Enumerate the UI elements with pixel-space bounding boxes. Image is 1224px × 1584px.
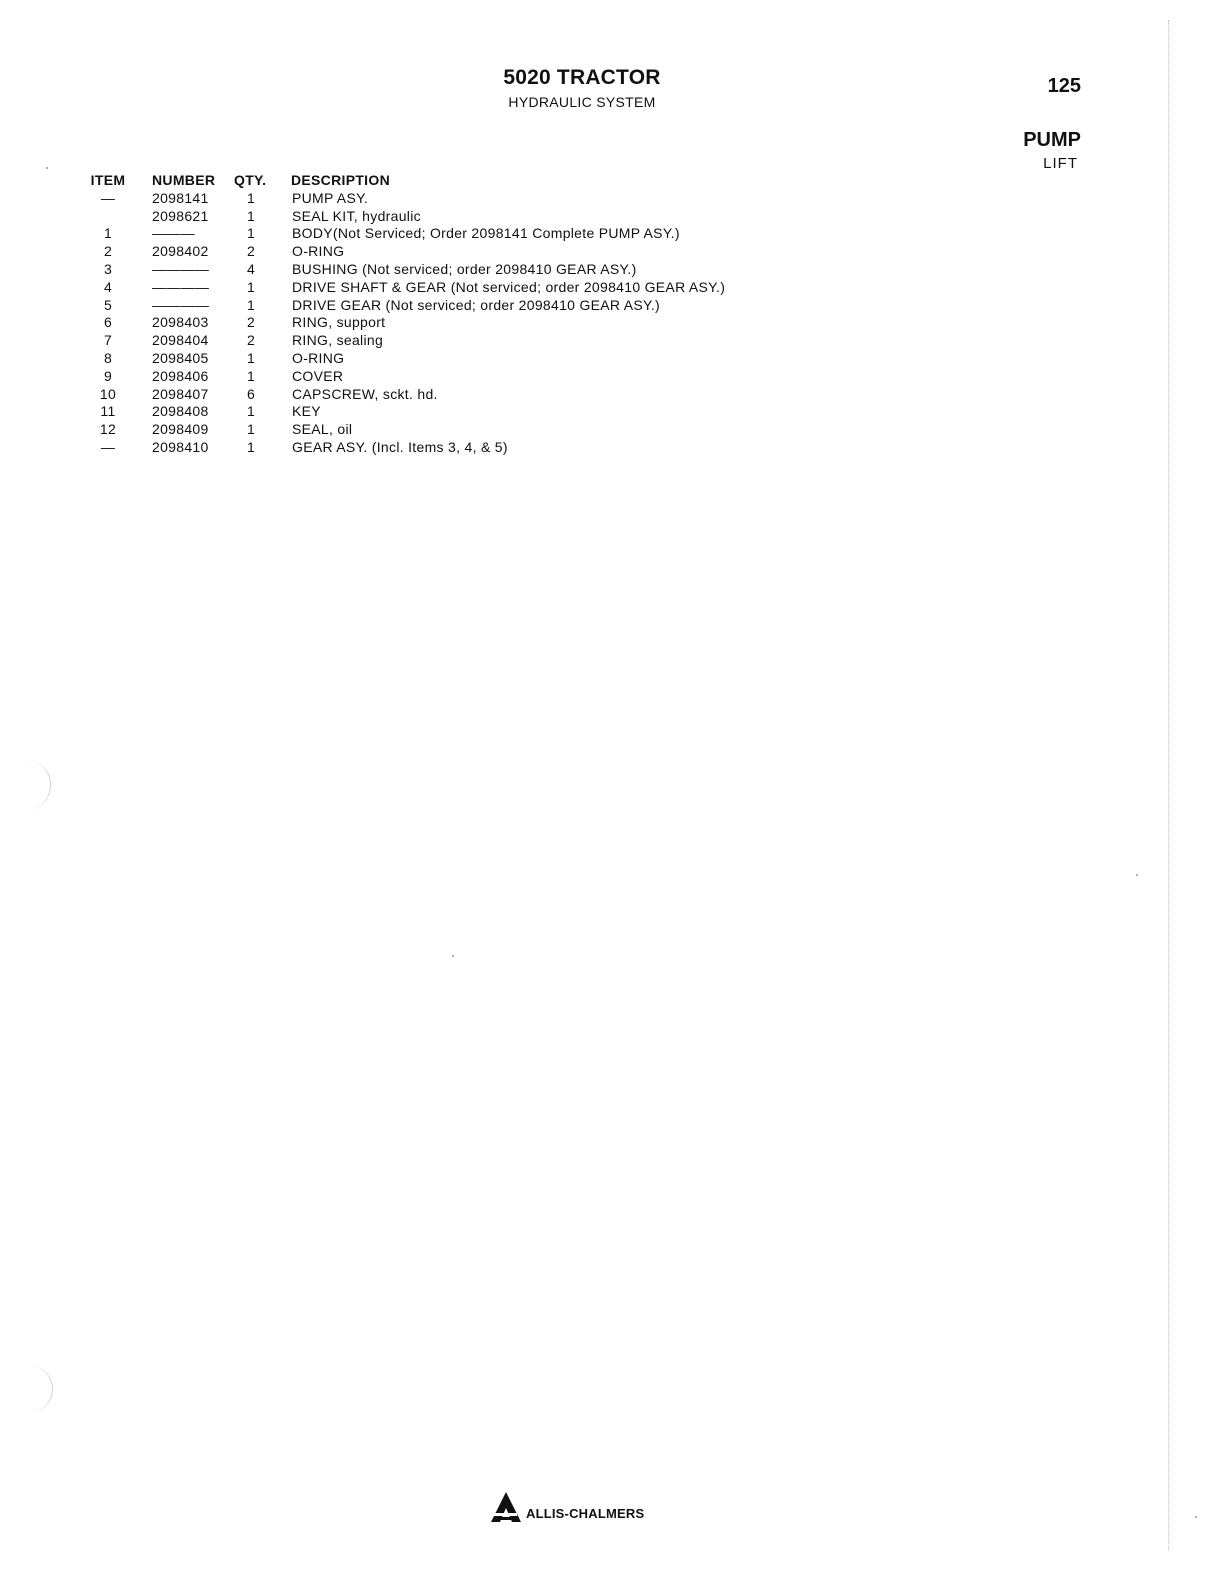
quantity-cell: 1: [246, 349, 256, 366]
description-cell: BUSHING (Not serviced; order 2098410 GEAR ASY.): [292, 260, 637, 277]
part-number-cell: ———: [152, 225, 195, 242]
logo-text: ALLIS-CHALMERS: [526, 1505, 645, 1521]
scan-speck: [1136, 874, 1138, 876]
item-cell: 1: [103, 225, 113, 242]
subsection-title: LIFT: [1043, 155, 1078, 172]
quantity-cell: 1: [246, 421, 256, 438]
part-number-cell: 2098404: [152, 332, 209, 349]
quantity-cell: 1: [246, 438, 256, 455]
item-cell: 7: [103, 332, 113, 349]
column-header-number: NUMBER: [152, 172, 216, 188]
column-header-qty: QTY.: [234, 172, 267, 188]
description-cell: O-RING: [292, 243, 345, 260]
scan-speck: [452, 955, 454, 957]
quantity-cell: 1: [246, 403, 256, 420]
item-cell: 12: [99, 421, 117, 438]
quantity-cell: 1: [246, 367, 256, 384]
item-cell: 6: [103, 314, 113, 331]
item-cell: 3: [103, 260, 113, 277]
item-cell: 8: [103, 349, 113, 366]
scan-speck: [46, 167, 48, 169]
description-cell: KEY: [292, 403, 321, 420]
quantity-cell: 1: [246, 225, 256, 242]
description-cell: SEAL KIT, hydraulic: [292, 207, 421, 224]
description-cell: PUMP ASY.: [292, 189, 369, 206]
description-cell: RING, support: [292, 314, 386, 331]
quantity-cell: 1: [246, 296, 256, 313]
document-subtitle: HYDRAULIC SYSTEM: [508, 94, 656, 110]
description-cell: GEAR ASY. (Incl. Items 3, 4, & 5): [292, 438, 508, 455]
page-edge-line: [1168, 20, 1170, 1550]
column-header-item: ITEM: [90, 172, 126, 188]
quantity-cell: 1: [246, 189, 256, 206]
item-cell: —: [100, 438, 116, 455]
part-number-cell: ————: [152, 296, 210, 313]
page-number: 125: [1047, 75, 1081, 97]
description-cell: SEAL, oil: [292, 421, 353, 438]
scan-speck: [1195, 1516, 1197, 1518]
quantity-cell: 2: [246, 243, 256, 260]
item-cell: 11: [100, 403, 116, 420]
part-number-cell: 2098403: [152, 314, 209, 331]
part-number-cell: ————: [152, 278, 210, 295]
quantity-cell: 1: [246, 278, 256, 295]
punch-hole-mark: [2, 1365, 53, 1413]
item-cell: 2: [103, 243, 113, 260]
quantity-cell: 2: [246, 314, 256, 331]
description-cell: COVER: [292, 367, 344, 384]
column-header-description: DESCRIPTION: [291, 172, 390, 188]
item-cell: 10: [99, 385, 117, 402]
part-number-cell: 2098406: [152, 367, 209, 384]
part-number-cell: 2098407: [152, 385, 209, 402]
document-title: 5020 TRACTOR: [503, 66, 661, 89]
quantity-cell: 2: [246, 332, 256, 349]
part-number-cell: ————: [152, 260, 210, 277]
part-number-cell: 2098408: [152, 403, 209, 420]
item-cell: —: [100, 189, 116, 206]
part-number-cell: 2098409: [152, 421, 209, 438]
part-number-cell: 2098405: [152, 349, 209, 366]
punch-hole-mark: [4, 760, 51, 810]
description-cell: BODY(Not Serviced; Order 2098141 Complete PUMP ASY.): [292, 225, 680, 242]
description-cell: DRIVE SHAFT & GEAR (Not serviced; order 2098410 GEAR ASY.): [292, 278, 726, 295]
quantity-cell: 4: [246, 260, 256, 277]
description-cell: O-RING: [292, 349, 345, 366]
description-cell: DRIVE GEAR (Not serviced; order 2098410 GEAR ASY.): [292, 296, 661, 313]
item-cell: 9: [103, 367, 113, 384]
description-cell: RING, sealing: [292, 332, 384, 349]
quantity-cell: 1: [246, 207, 256, 224]
quantity-cell: 6: [246, 385, 256, 402]
part-number-cell: 2098621: [152, 207, 209, 224]
item-cell: 4: [103, 278, 113, 295]
allis-chalmers-a-icon: [490, 1491, 522, 1523]
part-number-cell: 2098141: [152, 189, 209, 206]
item-cell: 5: [103, 296, 113, 313]
part-number-cell: 2098402: [152, 243, 209, 260]
section-title: PUMP: [1023, 129, 1081, 151]
footer-logo: [490, 1490, 644, 1524]
part-number-cell: 2098410: [152, 438, 209, 455]
description-cell: CAPSCREW, sckt. hd.: [292, 385, 438, 402]
